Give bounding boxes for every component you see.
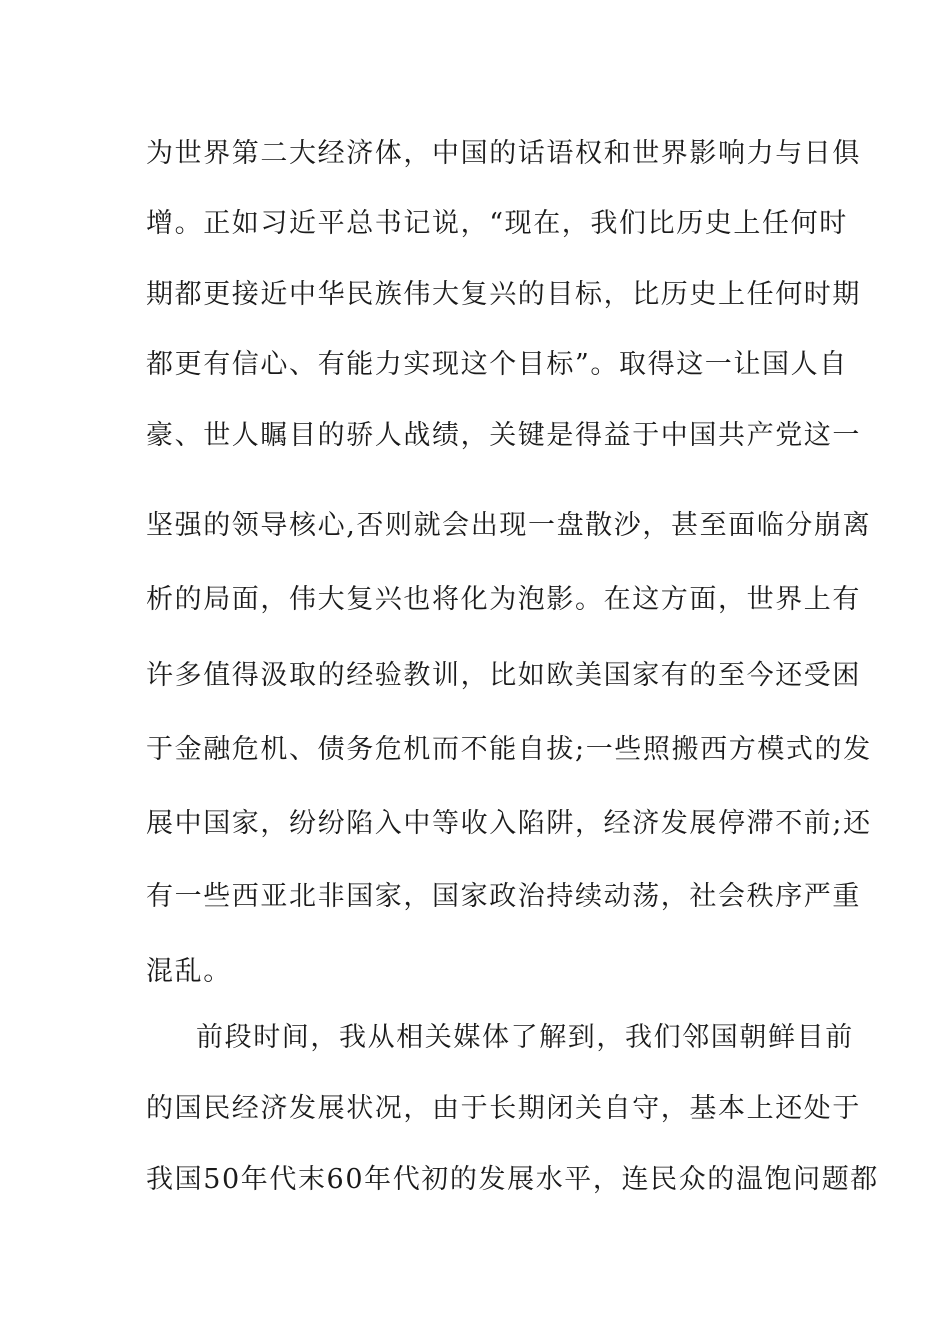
text-line: 于金融危机、债务危机而不能自拔;一些照搬西方模式的发	[146, 734, 872, 765]
text-line: 都更有信心、有能力实现这个目标”。取得这一让国人自	[146, 349, 848, 380]
text-line: 有一些西亚北非国家，国家政治持续动荡，社会秩序严重	[146, 881, 861, 912]
text-line: 增。正如习近平总书记说，“现在，我们比历史上任何时	[146, 208, 848, 239]
text-line: 混乱。	[146, 956, 232, 987]
text-line: 期都更接近中华民族伟大复兴的目标，比历史上任何时期	[146, 279, 861, 310]
text-line: 的国民经济发展状况，由于长期闭关自守，基本上还处于	[146, 1093, 861, 1124]
text-line: 我国50年代末60年代初的发展水平，连民众的温饱问题都	[146, 1164, 879, 1195]
text-line: 析的局面，伟大复兴也将化为泡影。在这方面，世界上有	[146, 584, 861, 615]
text-line: 展中国家，纷纷陷入中等收入陷阱，经济发展停滞不前;还	[146, 808, 872, 839]
text-line: 为世界第二大经济体，中国的话语权和世界影响力与日俱	[146, 138, 861, 169]
text-line: 坚强的领导核心,否则就会出现一盘散沙，甚至面临分崩离	[146, 510, 872, 541]
text-line: 许多值得汲取的经验教训，比如欧美国家有的至今还受困	[146, 660, 861, 691]
text-line: 豪、世人瞩目的骄人战绩，关键是得益于中国共产党这一	[146, 420, 861, 451]
text-line-paragraph-start: 前段时间，我从相关媒体了解到，我们邻国朝鲜目前	[196, 1022, 854, 1053]
